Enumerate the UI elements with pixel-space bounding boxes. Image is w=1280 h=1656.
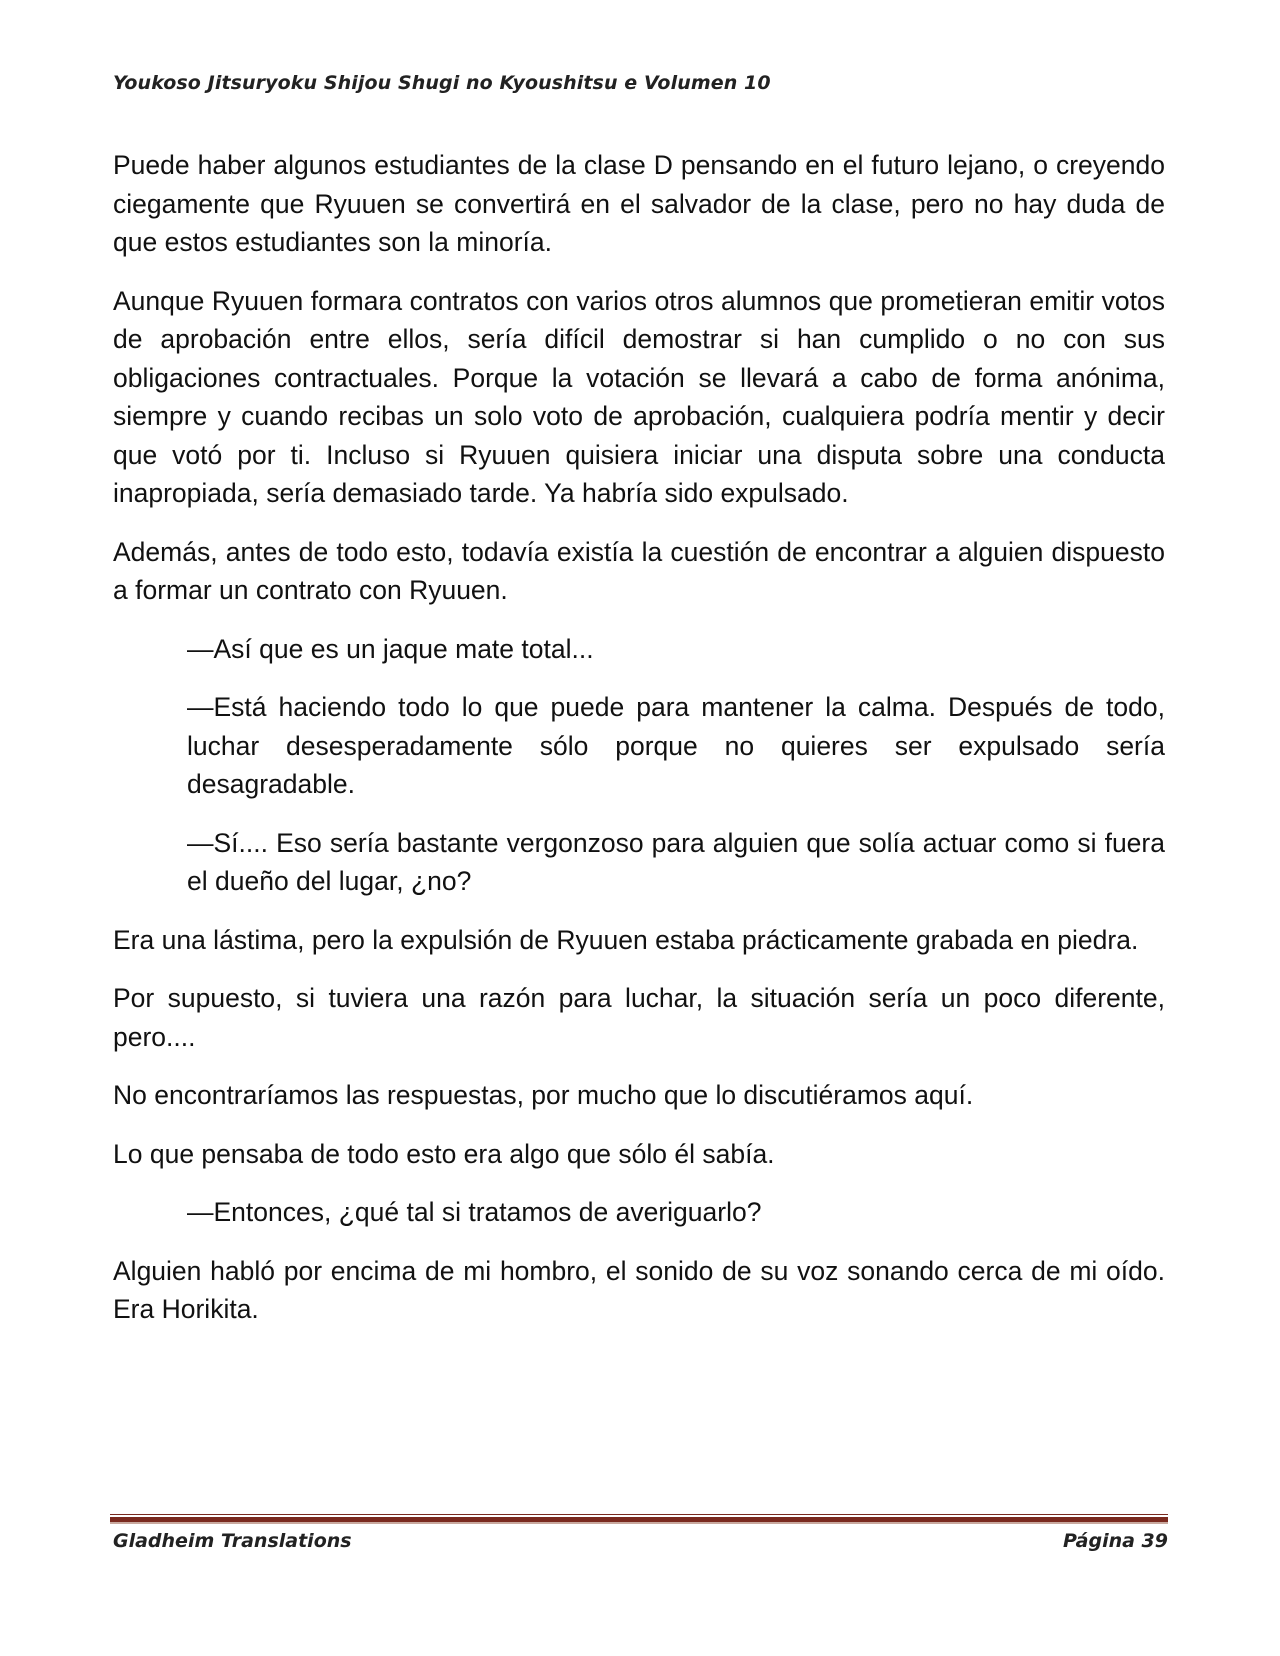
paragraph: Por supuesto, si tuviera una razón para luchar, la situación sería un poco diferente, pero.... (113, 983, 1165, 1052)
paragraph: Lo que pensaba de todo esto era algo que sólo él sabía. (113, 1138, 775, 1169)
footer-divider-thin (110, 1514, 1168, 1515)
dialogue-line: —Sí.... Eso sería bastante vergonzoso para alguien que solía actuar como si fuera el dueño del lugar, ¿no? (187, 827, 1165, 896)
dialogue-line: —Está haciendo todo lo que puede para mantener la calma. Después de todo, luchar desesperadamente sólo porque no quieres ser expulsado sería desagradable. (187, 692, 1165, 799)
footer-divider-shadow (110, 1522, 1168, 1524)
dialogue-line: —Entonces, ¿qué tal si tratamos de averiguarlo? (187, 1197, 762, 1227)
dialogue-line: —Así que es un jaque mate total... (187, 633, 594, 664)
paragraph: Aunque Ryuuen formara contratos con varios otros alumnos que prometieran emitir votos de aprobación entre ellos, sería difícil demostrar si han cumplido o no con sus obligaciones contractuales. Porque la votación se llevará a cabo de forma anónima, siempre y cuando recibas un solo voto de aprobación, cualquiera podría mentir y decir que votó por ti. Incluso si Ryuuen quisiera iniciar una disputa sobre una conducta inapropiada, sería demasiado tarde. Ya habría sido expulsado. (113, 285, 1165, 508)
footer-page-number: Página 39 (1062, 1530, 1168, 1552)
page-body (113, 146, 1165, 1349)
paragraph: Además, antes de todo esto, todavía existía la cuestión de encontrar a alguien dispuesto a formar un contrato con Ryuuen. (113, 536, 1165, 605)
footer-publisher: Gladheim Translations (113, 1530, 352, 1552)
paragraph: Alguien habló por encima de mi hombro, el sonido de su voz sonando cerca de mi oído. Era Horikita. (113, 1255, 1165, 1324)
paragraph: No encontraríamos las respuestas, por mucho que lo discutiéramos aquí. (113, 1080, 974, 1110)
paragraph: Puede haber algunos estudiantes de la clase D pensando en el futuro lejano, o creyendo ciegamente que Ryuuen se convertirá en el salvador de la clase, pero no hay duda de que estos estudiantes son la minoría. (113, 150, 1165, 257)
paragraph: Era una lástima, pero la expulsión de Ryuuen estaba prácticamente grabada en piedra. (113, 924, 1139, 955)
page-header-title: Youkoso Jitsuryoku Shijou Shugi no Kyoushitsu e Volumen 10 (113, 72, 771, 94)
